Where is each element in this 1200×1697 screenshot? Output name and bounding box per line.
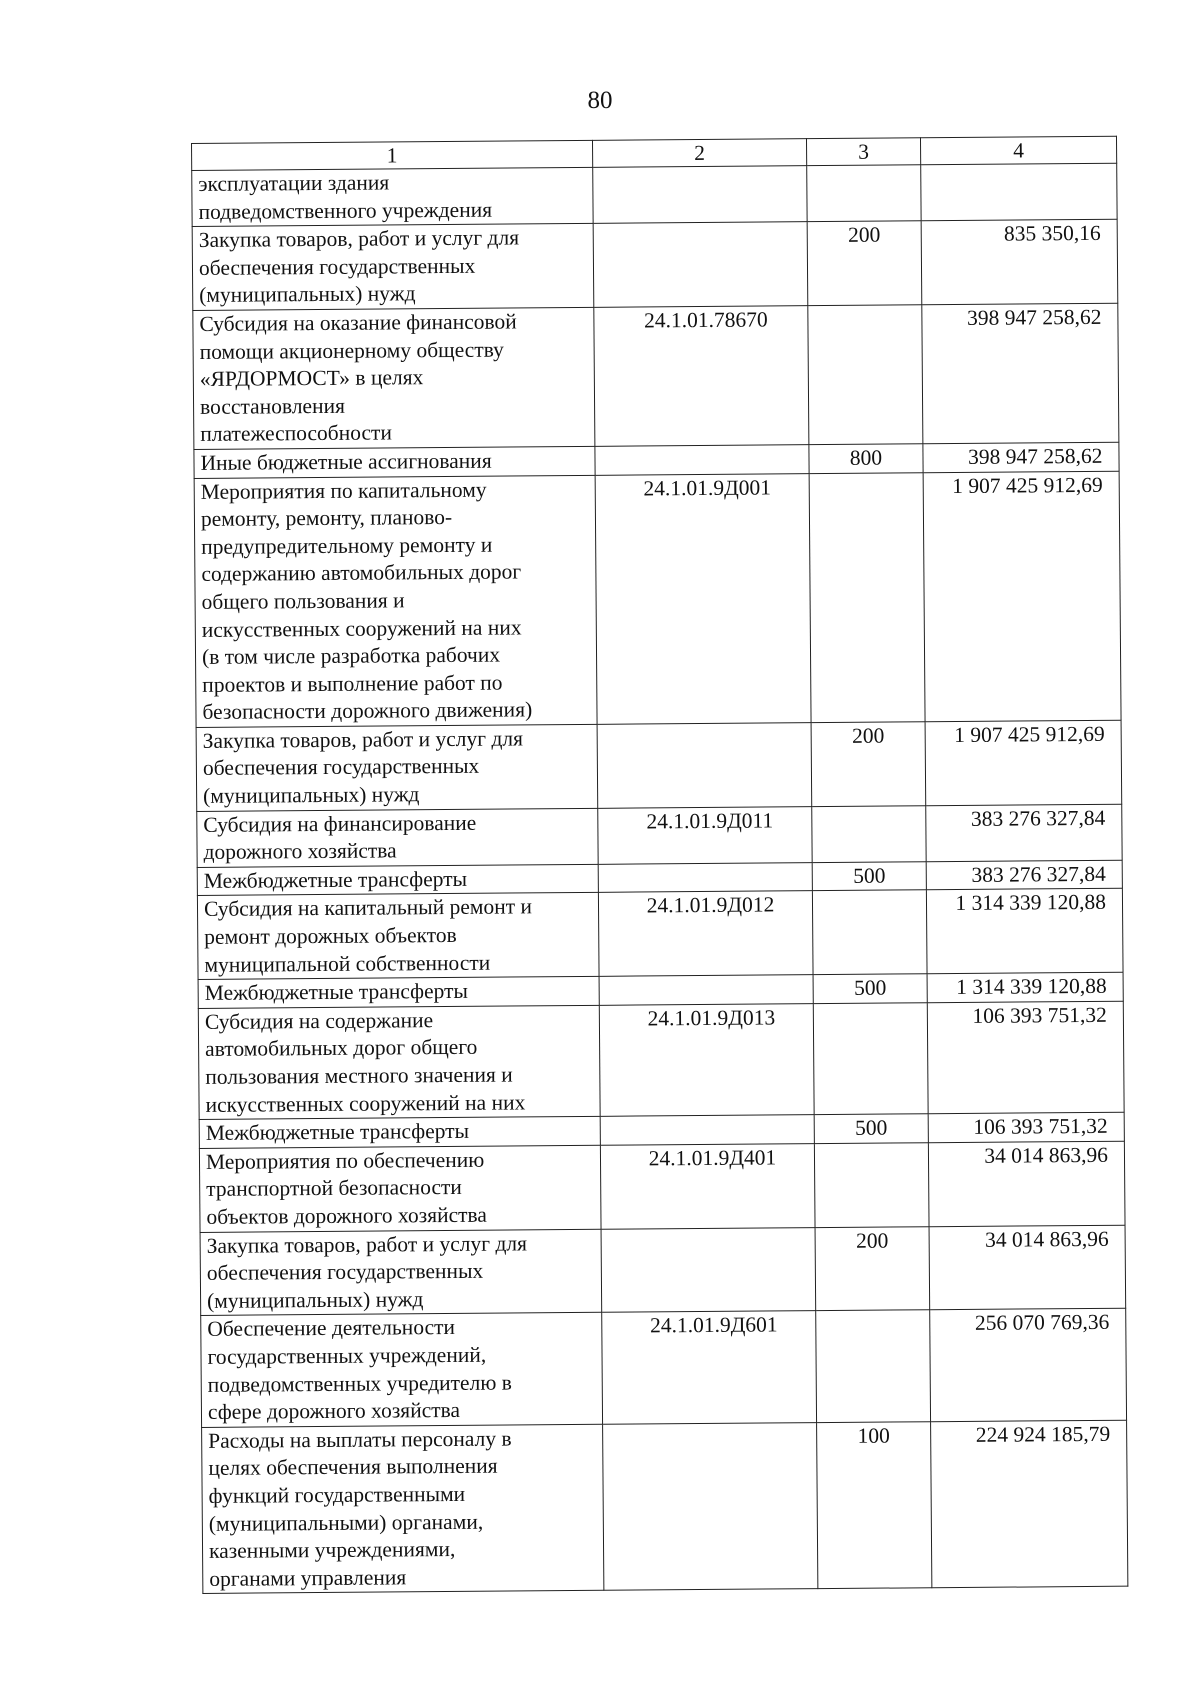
table-row xyxy=(202,1420,1128,1594)
amount-cell: 1 314 339 120,88 xyxy=(926,889,1123,974)
amount-cell: 1 907 425 912,69 xyxy=(923,471,1121,722)
table-row xyxy=(194,471,1121,728)
amount-cell: 1 314 339 120,88 xyxy=(927,972,1123,1002)
amount-cell: 224 924 185,79 xyxy=(931,1420,1128,1588)
target-code-cell: 24.1.01.9Д011 xyxy=(598,806,812,864)
expense-type-cell xyxy=(812,890,927,975)
row-name-cell: Межбюджетные трансферты xyxy=(198,977,599,1009)
target-code-cell xyxy=(601,1227,816,1312)
target-code-cell xyxy=(593,222,808,307)
row-name-cell: Субсидия на капитальный ремонт и ремонт дорожных объектов муниципальной собственности xyxy=(197,893,599,980)
expense-type-cell xyxy=(807,165,921,222)
amount-cell: 398 947 258,62 xyxy=(923,442,1119,472)
expense-type-cell: 100 xyxy=(817,1421,932,1588)
expense-type-cell: 800 xyxy=(809,444,923,473)
target-code-cell xyxy=(593,166,807,224)
expense-type-cell xyxy=(808,305,923,445)
expense-type-cell: 500 xyxy=(813,974,927,1003)
target-code-cell: 24.1.01.9Д012 xyxy=(598,891,813,976)
row-name-cell: Межбюджетные трансферты xyxy=(197,864,598,896)
target-code-cell: 24.1.01.9Д601 xyxy=(602,1311,817,1424)
row-name-cell: Межбюджетные трансферты xyxy=(199,1117,600,1149)
amount-cell: 34 014 863,96 xyxy=(928,1141,1125,1226)
row-name-cell: Расходы на выплаты персоналу в целях обеспечения выполнения функций государственными (муниципальными) органами, казенными учреждениями, органами управления xyxy=(202,1424,604,1594)
target-code-cell: 24.1.01.9Д001 xyxy=(595,473,811,724)
target-code-cell xyxy=(603,1422,818,1590)
row-name-cell: Субсидия на содержание автомобильных дорог общего пользования местного значения и искусственных сооружений на них xyxy=(198,1005,600,1120)
expense-type-cell xyxy=(814,1143,929,1228)
amount-cell: 256 070 769,36 xyxy=(930,1309,1127,1422)
table-row xyxy=(197,889,1123,980)
target-code-cell: 24.1.01.9Д013 xyxy=(599,1003,814,1116)
amount-cell: 106 393 751,32 xyxy=(927,1001,1124,1114)
table-row xyxy=(200,1225,1126,1316)
expense-type-cell: 200 xyxy=(807,221,922,306)
target-code-cell xyxy=(597,723,812,808)
target-code-cell xyxy=(598,862,812,892)
target-code-cell: 24.1.01.9Д401 xyxy=(600,1143,815,1228)
target-code-cell xyxy=(599,975,813,1005)
row-name-cell: Мероприятия по обеспечению транспортной безопасности объектов дорожного хозяйства xyxy=(199,1145,601,1232)
row-name-cell: Субсидия на оказание финансовой помощи акционерному обществу «ЯРДОРМОСТ» в целях восстановления платежеспособности xyxy=(193,307,595,449)
row-name-cell: Мероприятия по капитальному ремонту, ремонту, планово- предупредительному ремонту и содержанию автомобильных дорог общего пользования и искусственных сооружений на них (в том числе разработка рабочих проектов и выполнение работ по безопасности дорожного движения) xyxy=(194,475,597,727)
amount-cell: 835 350,16 xyxy=(921,219,1118,304)
row-name-cell: Субсидия на финансирование дорожного хозяйства xyxy=(197,808,598,867)
column-number-1: 1 xyxy=(192,140,593,170)
budget-table xyxy=(191,136,1128,1595)
table-row xyxy=(193,303,1119,449)
budget-table-body xyxy=(192,136,1128,1594)
expense-type-cell xyxy=(816,1310,931,1422)
column-number-3: 3 xyxy=(806,138,920,166)
expense-type-cell: 200 xyxy=(815,1226,930,1311)
row-name-cell: Закупка товаров, работ и услуг для обеспечения государственных (муниципальных) нужд xyxy=(192,224,594,311)
expense-type-cell: 500 xyxy=(812,862,926,891)
column-number-2: 2 xyxy=(592,139,806,168)
target-code-cell xyxy=(595,445,809,475)
table-row xyxy=(198,1001,1124,1120)
amount-cell: 34 014 863,96 xyxy=(929,1225,1126,1310)
page-number: 80 xyxy=(587,87,613,114)
row-name-cell: эксплуатации здания подведомственного учреждения xyxy=(192,167,593,226)
row-name-cell: Закупка товаров, работ и услуг для обеспечения государственных (муниципальных) нужд xyxy=(196,724,598,811)
target-code-cell xyxy=(600,1115,814,1145)
amount-cell: 383 276 327,84 xyxy=(926,804,1122,862)
table-row xyxy=(201,1309,1127,1428)
row-name-cell: Обеспечение деятельности государственных учреждений, подведомственных учредителю в сфере дорожного хозяйства xyxy=(201,1313,603,1428)
column-number-4: 4 xyxy=(920,136,1116,165)
table-row xyxy=(197,804,1122,867)
amount-cell: 398 947 258,62 xyxy=(922,303,1119,444)
expense-type-cell xyxy=(813,1003,928,1115)
expense-type-cell xyxy=(812,805,926,862)
amount-cell: 1 907 425 912,69 xyxy=(925,720,1122,805)
table-row xyxy=(192,219,1118,310)
table-row xyxy=(192,163,1117,226)
expense-type-cell: 200 xyxy=(811,722,926,807)
table-row xyxy=(199,1141,1125,1232)
amount-cell xyxy=(921,163,1117,221)
expense-type-cell xyxy=(809,472,925,722)
row-name-cell: Закупка товаров, работ и услуг для обеспечения государственных (муниципальных) нужд xyxy=(200,1229,602,1316)
row-name-cell: Иные бюджетные ассигнования xyxy=(194,446,595,478)
expense-type-cell: 500 xyxy=(814,1114,928,1143)
target-code-cell: 24.1.01.78670 xyxy=(594,306,809,447)
amount-cell: 106 393 751,32 xyxy=(928,1112,1124,1142)
amount-cell: 383 276 327,84 xyxy=(926,860,1122,890)
table-row xyxy=(196,720,1122,811)
